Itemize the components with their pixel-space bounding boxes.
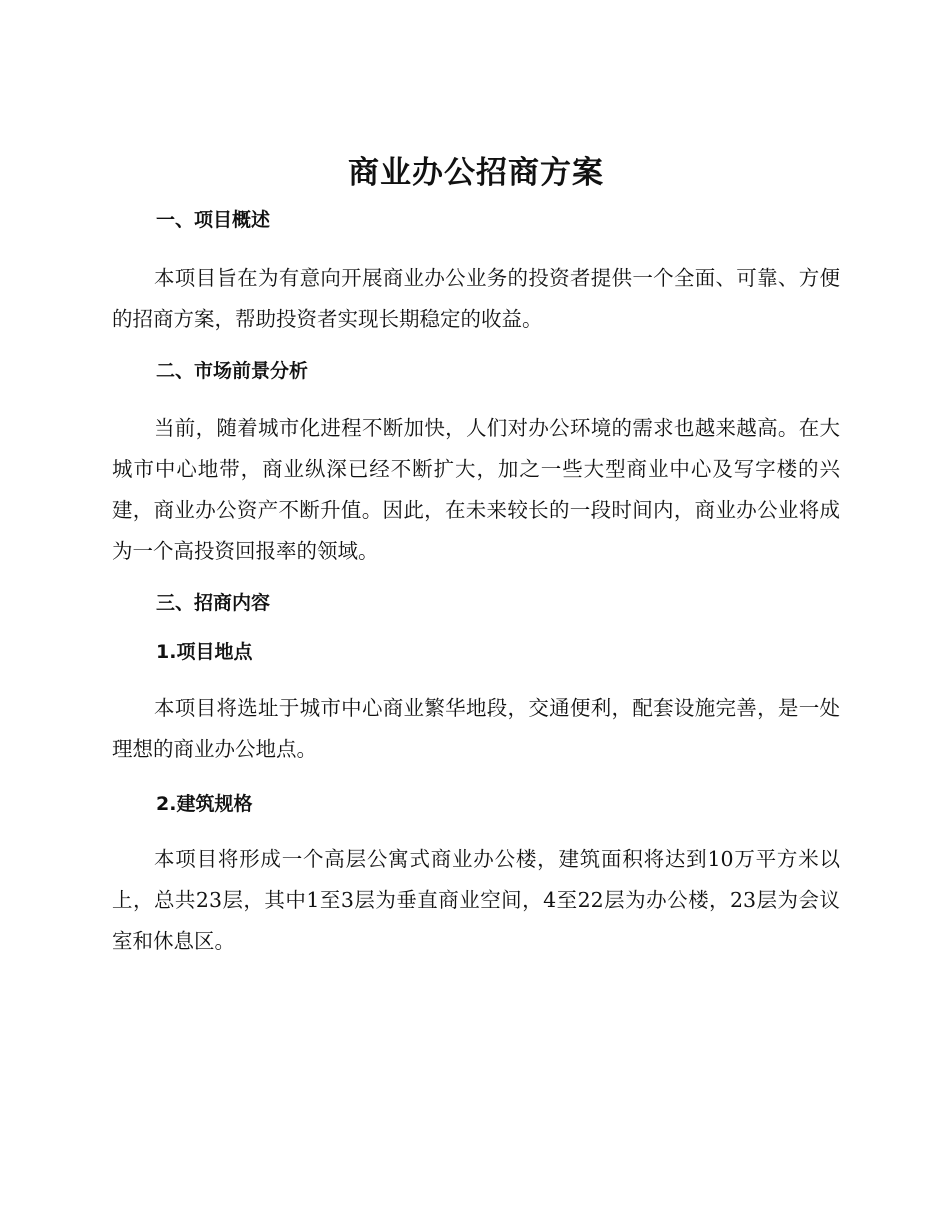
section-heading-overview: 一、项目概述: [156, 209, 271, 231]
section-heading-investment-content: 三、招商内容: [156, 592, 271, 614]
subsection-heading-location: 1.项目地点: [156, 641, 253, 663]
paragraph-overview: 本项目旨在为有意向开展商业办公业务的投资者提供一个全面、可靠、方便的招商方案，帮助投资者实现长期稳定的收益。: [112, 266, 840, 331]
section-heading-market-analysis: 二、市场前景分析: [156, 360, 309, 382]
subsection-heading-building-spec: 2.建筑规格: [156, 793, 253, 815]
paragraph-location: 本项目将选址于城市中心商业繁华地段，交通便利，配套设施完善，是一处理想的商业办公地点。: [112, 696, 840, 761]
paragraph-building-spec: 本项目将形成一个高层公寓式商业办公楼，建筑面积将达到10万平方米以上，总共23层，其中1至3层为垂直商业空间，4至22层为办公楼，23层为会议室和休息区。: [112, 847, 840, 953]
paragraph-market-analysis: 当前，随着城市化进程不断加快，人们对办公环境的需求也越来越高。在大城市中心地带，商业纵深已经不断扩大，加之一些大型商业中心及写字楼的兴建，商业办公资产不断升值。因此，在未来较长的一段时间内，商业办公业将成为一个高投资回报率的领域。: [112, 416, 840, 563]
document-title: 商业办公招商方案: [348, 155, 604, 191]
document-page: [112, 150, 840, 962]
